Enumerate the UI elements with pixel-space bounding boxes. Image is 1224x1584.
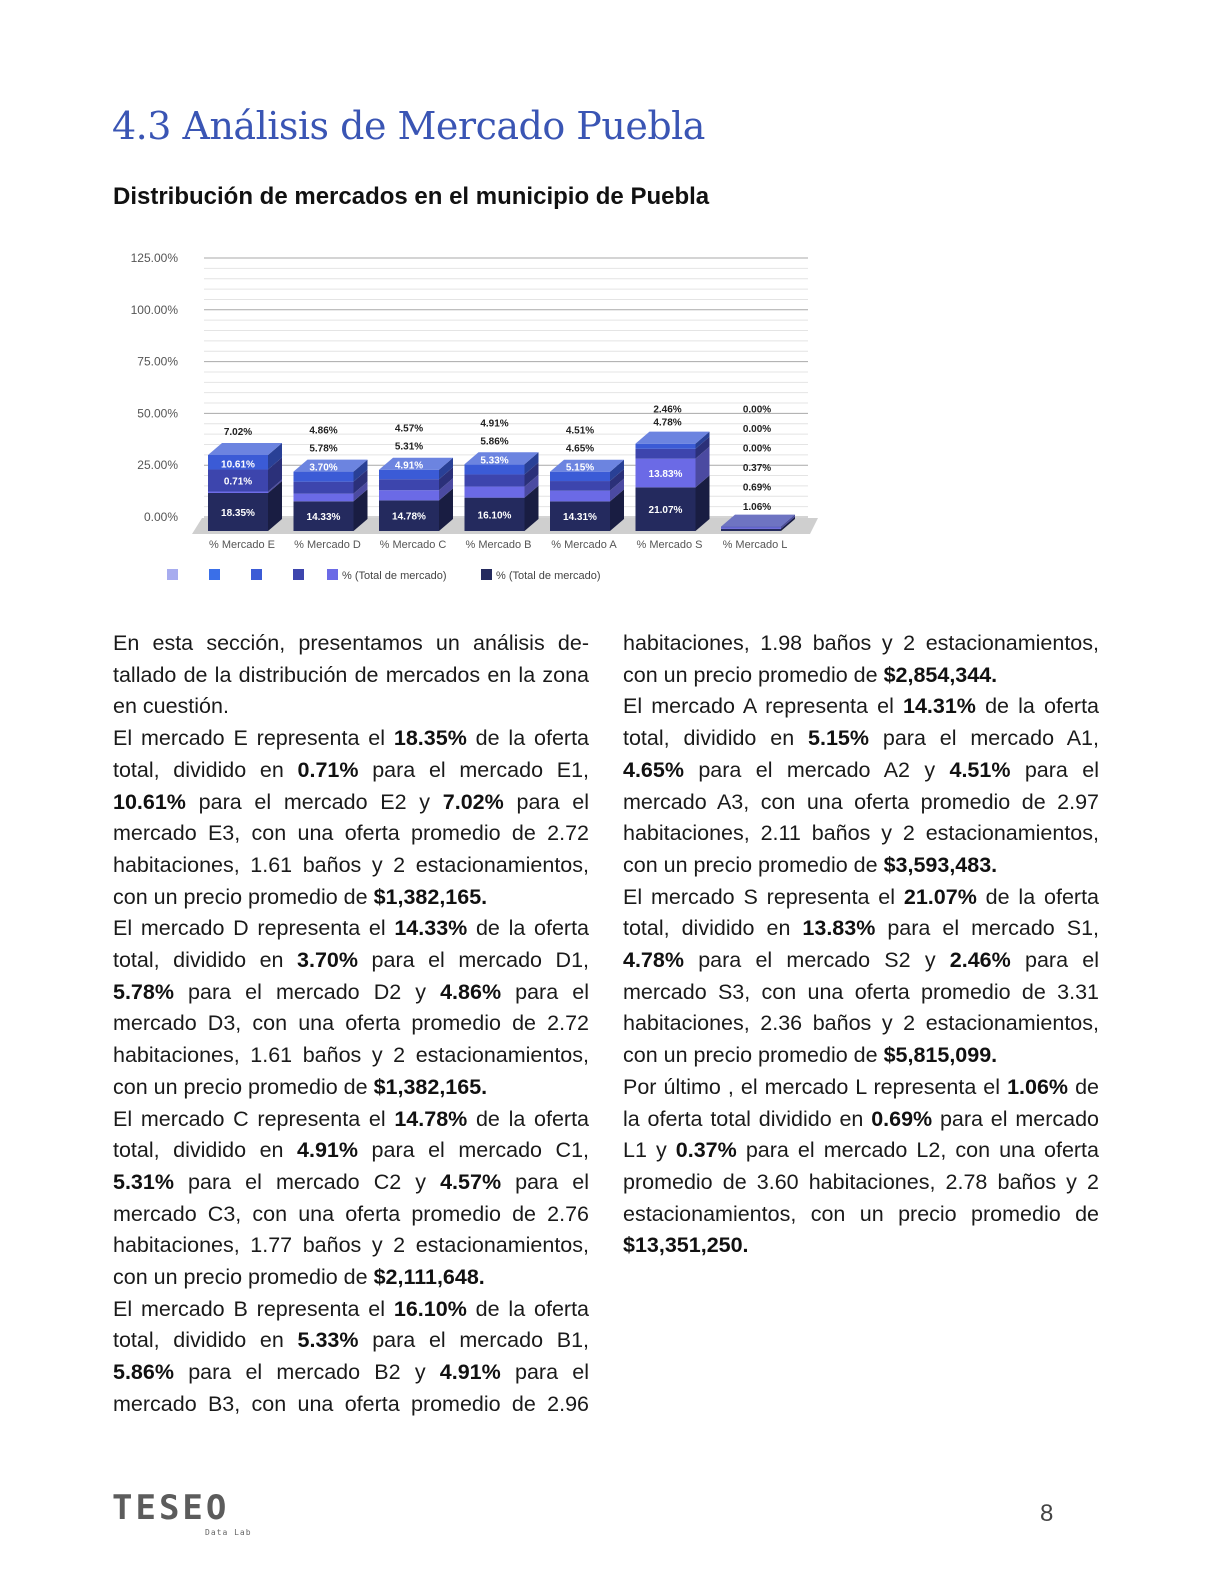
data-label: 14.33% <box>306 512 341 524</box>
text-run: de la oferta total, dividido en <box>113 916 590 973</box>
bar-segment-front <box>636 449 696 459</box>
bold-figure: 13.83% <box>802 916 876 941</box>
body-paragraph <box>113 628 589 723</box>
bar-segment-front <box>721 527 781 528</box>
text-run: para el mercado C3, con una oferta promedio de 2.76 habitaciones, 1.77 baños y 2 estacionamientos, con un precio promedio de <box>113 1169 589 1290</box>
data-label: 10.61% <box>221 459 255 471</box>
legend-swatch <box>293 569 304 580</box>
text-run: para el mercado E1, <box>358 757 589 782</box>
teseo-logo-subtitle: Data Lab <box>205 1528 252 1537</box>
text-run: para el mercado E2 y <box>185 789 443 814</box>
bold-figure: 10.61% <box>113 789 186 814</box>
text-run: de la oferta total, dividido en <box>623 694 1099 751</box>
bar-segment-front <box>465 487 525 498</box>
bold-figure: 5.31% <box>113 1169 174 1194</box>
bold-figure: 5.15% <box>808 726 870 751</box>
stacked-bar-chart <box>112 240 822 592</box>
text-run: El mercado A representa el <box>623 694 903 719</box>
y-tick-label: 125.00% <box>130 251 178 265</box>
text-run: para el mercado S3, con una oferta promedio de 3.31 habitaciones, 2.36 baños y 2 estacionamientos, con un precio promedio de <box>623 948 1099 1068</box>
data-label: 0.00% <box>742 404 772 416</box>
legend-swatch <box>481 569 492 580</box>
data-label: 18.35% <box>221 507 255 519</box>
text-run: En esta sección, presentamos un análisis detallado de la distribución de mercados en la zona en cuestión. <box>113 631 589 719</box>
x-tick-label: % Mercado L <box>722 539 788 551</box>
bold-figure: $2,854,344. <box>883 662 998 687</box>
text-run: de la oferta total, dividido en <box>113 1106 590 1163</box>
x-tick-label: % Mercado E <box>208 539 276 551</box>
text-run: para el mercado C1, <box>358 1138 589 1163</box>
text-run: para el mercado S1, <box>875 916 1099 941</box>
text-run: para el mercado A1, <box>869 726 1099 751</box>
data-label: 5.31% <box>394 441 424 453</box>
bold-figure: 14.33% <box>394 916 468 941</box>
bold-figure: $3,593,483. <box>883 852 998 877</box>
chart-legend <box>167 569 601 582</box>
text-run: para el mercado D3, con una oferta promedio de 2.72 habitaciones, 1.61 baños y 2 estacionamientos, con un precio promedio de <box>113 979 589 1099</box>
legend-swatch <box>209 569 220 580</box>
bold-figure: 14.78% <box>394 1106 468 1131</box>
data-label: 0.00% <box>742 424 772 435</box>
data-label: 4.78% <box>653 417 682 429</box>
section-heading: 4.3 Análisis de Mercado Puebla <box>112 104 705 148</box>
bold-figure: 3.70% <box>297 948 358 973</box>
text-run: El mercado B representa el <box>113 1296 394 1321</box>
y-tick-label: 0.00% <box>143 510 178 524</box>
bar-segment-front <box>721 529 781 531</box>
bold-figure: 2.46% <box>949 948 1011 973</box>
legend-swatch <box>251 569 262 580</box>
data-label: 3.70% <box>309 462 338 474</box>
data-label: 5.78% <box>309 443 338 455</box>
data-label: 5.86% <box>480 436 509 448</box>
x-tick-label: % Mercado D <box>294 539 361 551</box>
data-label: 21.07% <box>648 505 683 517</box>
y-tick-label: 50.00% <box>137 406 178 421</box>
bold-figure: 5.33% <box>297 1328 359 1353</box>
text-run: Por último , el mercado L representa el <box>623 1074 1008 1099</box>
data-label: 4.65% <box>565 443 595 455</box>
bar-segment-front <box>294 482 354 494</box>
body-paragraph <box>623 1072 1099 1262</box>
bar-segment-front <box>721 527 781 528</box>
bold-figure: 4.78% <box>623 948 684 973</box>
text-run: para el mercado L2, con una oferta promedio de 3.60 habitaciones, 2.78 baños y 2 estacionamientos, con un precio promedio de <box>623 1138 1099 1226</box>
data-label: 4.86% <box>309 425 338 437</box>
text-run: para el mercado A3, con una oferta promedio de 2.97 habitaciones, 2.11 baños y 2 estacionamientos, con un precio promedio de <box>623 757 1099 877</box>
data-label: 5.15% <box>565 462 595 474</box>
bar-segment-front <box>208 492 268 493</box>
bold-figure: 0.71% <box>297 757 359 782</box>
bold-figure: $5,815,099. <box>883 1043 998 1068</box>
bar-segment-front <box>379 490 439 500</box>
text-run: para el mercado B2 y <box>173 1360 440 1385</box>
page-number: 8 <box>1040 1500 1054 1527</box>
text-run: para el mercado C2 y <box>173 1169 441 1194</box>
y-tick-label: 25.00% <box>137 458 178 473</box>
text-run: de la oferta total, dividido en <box>113 1296 589 1353</box>
x-axis-ticks <box>209 539 787 551</box>
bar-segment-front <box>550 491 610 502</box>
data-label: 4.91% <box>394 460 424 472</box>
bar-segment-front <box>379 479 439 490</box>
text-run: para el mercado D1, <box>358 948 589 973</box>
bold-figure: 4.65% <box>623 757 684 782</box>
bold-figure: 4.86% <box>440 979 502 1004</box>
legend-swatch <box>167 569 178 580</box>
text-run: para el mercado B1, <box>358 1328 589 1353</box>
bar-segment-front <box>294 494 354 502</box>
bold-figure: 14.31% <box>903 694 976 719</box>
data-label: 4.91% <box>480 418 509 430</box>
bold-figure: 21.07% <box>903 884 977 909</box>
data-label: 14.78% <box>392 511 426 523</box>
body-paragraph <box>623 691 1099 881</box>
data-label: 1.06% <box>742 502 772 513</box>
y-axis-ticks <box>131 251 179 524</box>
data-label: 2.46% <box>653 404 682 416</box>
text-run: para el mercado A2 y <box>683 757 950 782</box>
x-tick-label: % Mercado S <box>636 539 703 551</box>
bold-figure: 4.51% <box>949 757 1011 782</box>
y-tick-label: 75.00% <box>137 354 178 369</box>
data-label: 0.69% <box>742 482 772 494</box>
bold-figure: 0.69% <box>871 1106 933 1131</box>
bold-figure: 5.86% <box>113 1360 174 1385</box>
data-label: 4.57% <box>394 423 424 435</box>
legend-swatch <box>327 569 338 580</box>
teseo-logo: TESEO <box>112 1488 230 1528</box>
body-paragraph <box>623 882 1099 1072</box>
data-label: 16.10% <box>477 510 512 522</box>
text-run: para el mercado D2 y <box>173 979 441 1004</box>
x-tick-label: % Mercado A <box>551 539 617 551</box>
body-paragraph <box>113 723 589 913</box>
bar-segment-front <box>465 474 525 486</box>
legend-label: % (Total de mercado) <box>342 570 447 582</box>
text-run: para el mercado E3, con una oferta promedio de 2.72 habitaciones, 1.61 baños y 2 estacionamientos, con un precio promedio de <box>113 789 589 909</box>
text-run: para el mercado S2 y <box>683 948 950 973</box>
bar-segment-front <box>550 481 610 491</box>
data-label: 0.71% <box>223 476 253 488</box>
bold-figure: $1,382,165. <box>373 1074 488 1099</box>
bold-figure: 5.78% <box>113 979 174 1004</box>
body-paragraph <box>113 913 589 1103</box>
x-tick-label: % Mercado B <box>465 539 532 551</box>
data-label: 14.31% <box>563 512 597 524</box>
text-run: El mercado S representa el <box>623 884 904 909</box>
bar-segment-front <box>636 444 696 449</box>
data-label: 4.51% <box>565 425 595 437</box>
bold-figure: 0.37% <box>675 1138 737 1163</box>
x-tick-label: % Mercado C <box>379 539 447 551</box>
data-label: 0.00% <box>742 443 772 455</box>
chart-heading: Distribución de mercados en el municipio de Puebla <box>113 183 710 210</box>
bold-figure: 4.91% <box>297 1138 358 1163</box>
body-paragraph <box>113 1104 589 1294</box>
text-run: de la oferta total dividido en <box>623 1074 1099 1131</box>
data-label: 7.02% <box>223 426 253 438</box>
text-run: El mercado D representa el <box>113 916 395 941</box>
text-run: para el mercado L1 y <box>623 1106 1099 1163</box>
bold-figure: 16.10% <box>393 1296 467 1321</box>
bold-figure: 4.57% <box>440 1169 502 1194</box>
bold-figure: $2,111,648. <box>373 1265 485 1290</box>
text-run: El mercado E representa el <box>113 726 394 751</box>
text-run: El mercado C representa el <box>113 1106 395 1131</box>
bold-figure: $13,351,250. <box>623 1233 749 1258</box>
bold-figure: 4.91% <box>439 1360 501 1385</box>
data-label: 13.83% <box>648 469 683 481</box>
bold-figure: 7.02% <box>442 789 504 814</box>
bold-figure: $1,382,165. <box>373 884 488 909</box>
y-tick-label: 100.00% <box>130 302 178 317</box>
text-run: de la oferta total, dividido en <box>113 726 589 782</box>
data-label: 5.33% <box>480 455 509 467</box>
bold-figure: 18.35% <box>393 726 467 751</box>
bold-figure: 1.06% <box>1007 1074 1069 1099</box>
text-run: para el mercado B3, con una oferta promedio de 2.96 habitaciones, 1.98 baños y 2 estacionamientos, con un precio promedio de <box>113 631 1099 1416</box>
text-run: de la oferta total, dividido en <box>623 884 1099 941</box>
legend-label: % (Total de mercado) <box>496 570 601 582</box>
body-text-columns <box>113 628 1099 1450</box>
data-label: 0.37% <box>742 463 772 474</box>
